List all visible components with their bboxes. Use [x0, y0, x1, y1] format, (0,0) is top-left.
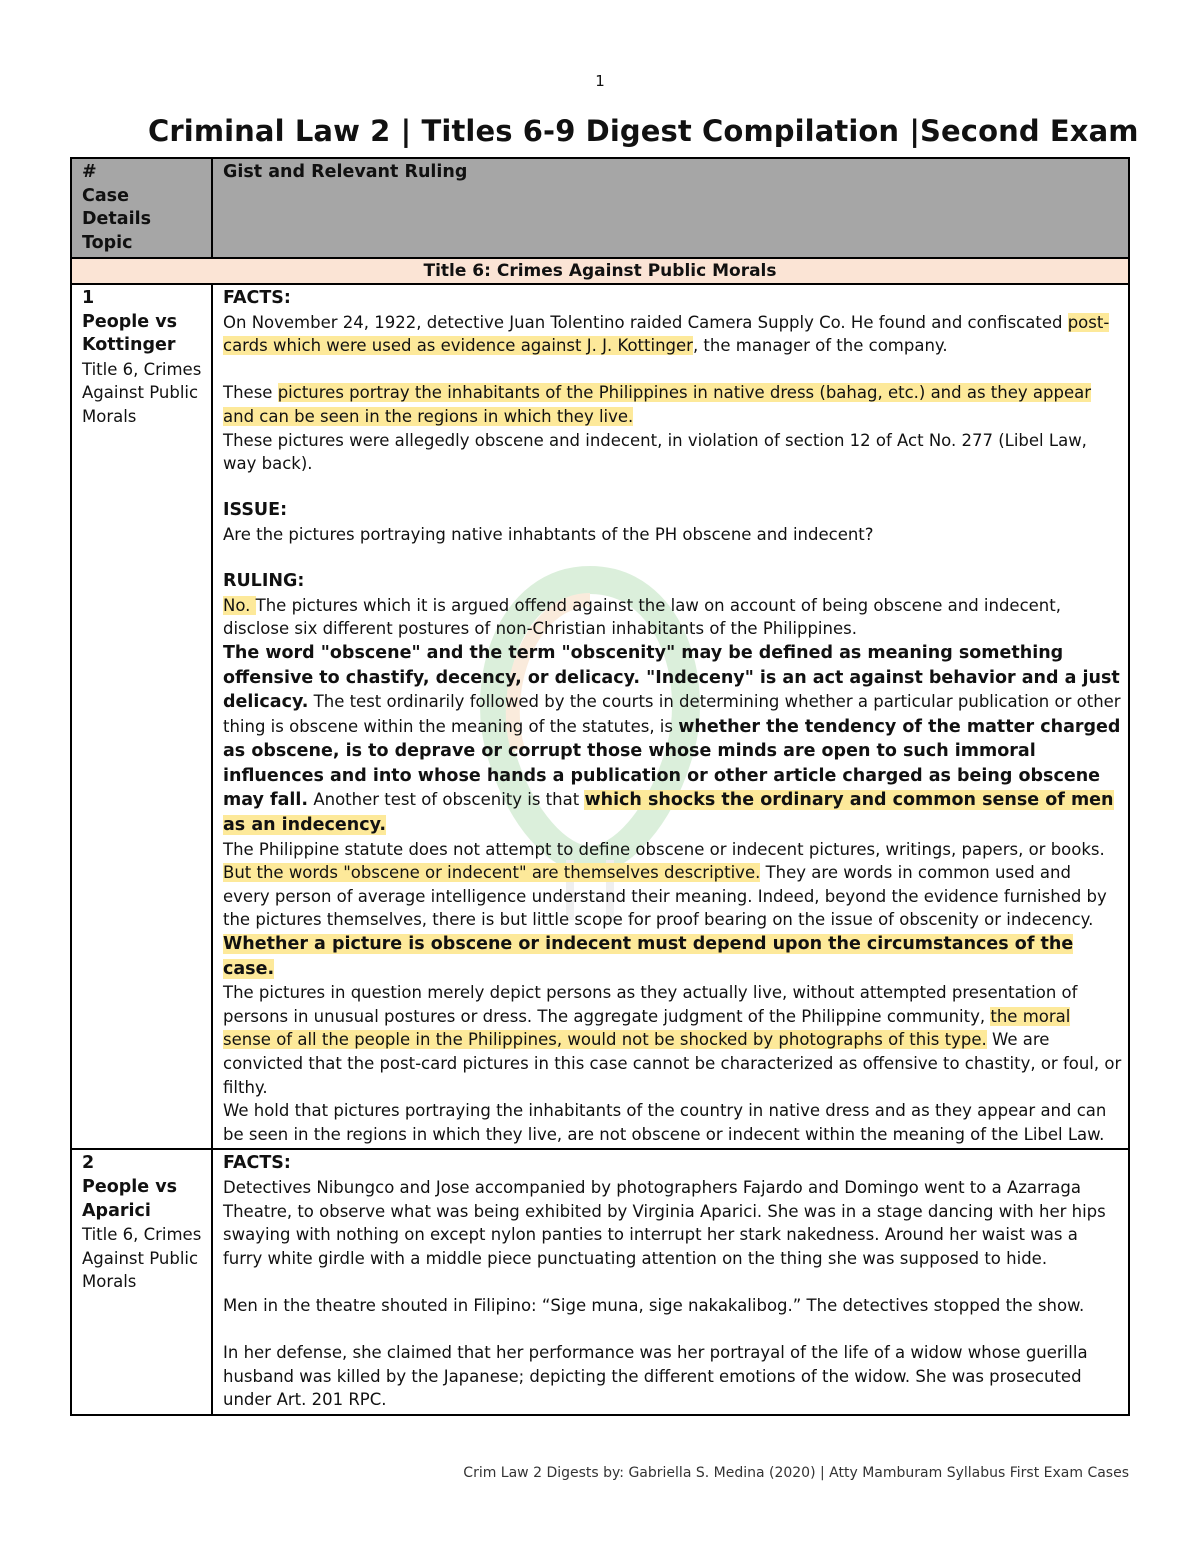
highlighted-text: the moral sense of all the people in the Philippines, would not be shocked by photographs of this type. [223, 1006, 1071, 1050]
case-details-cell [71, 284, 212, 1149]
case-gist-cell [212, 284, 1129, 1149]
header-gist: Gist and Relevant Ruling [212, 158, 1129, 258]
table-header-row [71, 158, 1129, 258]
ruling-label: RULING: [223, 571, 305, 592]
header-line: Case [82, 185, 129, 206]
text: The pictures in question merely depict persons as they actually live, without attempted presentation of persons in unusual postures or dress. The aggregate judgment of the Philippine community, [223, 983, 1078, 1026]
facts-label: FACTS: [223, 1153, 291, 1174]
text: The test ordinarily followed by the courts in determining whether a particular publication or other thing is obscene within the meaning of the statutes, is [223, 692, 1121, 736]
table-row [71, 284, 1129, 1149]
page-number: 1 [595, 72, 605, 90]
header-line: Topic [82, 232, 133, 253]
section-row [71, 258, 1129, 284]
ruling-paragraph [223, 981, 1122, 1099]
digest-table [70, 157, 1130, 1416]
table-row [71, 1149, 1129, 1415]
case-details-cell [71, 1149, 212, 1415]
header-line: Details [82, 209, 151, 229]
header-line: # [82, 162, 97, 182]
text: The Philippine statute does not attempt to define obscene or indecent pictures, writings, papers, or books. [223, 839, 1105, 859]
highlighted-text: No. [223, 595, 256, 615]
text: Another test of obscenity is that [308, 790, 585, 810]
case-gist-cell [212, 1149, 1129, 1415]
ruling-paragraph [223, 838, 1122, 982]
facts-paragraph: Detectives Nibungco and Jose accompanied by photographers Fajardo and Domingo went to a Azarraga Theatre, to observe what was being exhibited by Virginia Aparici. She was in a stage dancing with her hips swaying with nothing on except nylon panties to interrupt her stark nakedness. Around her waist was a furry white girdle with a middle piece punctuating attention on the thing she was supposed to hide. [223, 1177, 1106, 1268]
highlighted-text: pictures portray the inhabitants of the Philippines in native dress (bahag, etc.) and as they appear and can be seen in the regions in which they live. [223, 383, 1091, 426]
case-number: 1 [82, 288, 95, 308]
case-topic: Title 6, Crimes Against Public Morals [82, 359, 202, 426]
facts-paragraph: These pictures were allegedly obscene and indecent, in violation of section 12 of Act No. 277 (Libel Law, way back). [223, 430, 1087, 474]
text: These [223, 383, 278, 403]
document-title: Criminal Law 2 | Titles 6-9 Digest Compilation |Second Exam [148, 114, 1139, 148]
facts-label: FACTS: [223, 288, 291, 308]
text: The pictures which it is argued offend against the law on account of being obscene and indecent, disclose six different postures of non-Christian inhabitants of the Philippines. [223, 595, 1061, 639]
section-title: Title 6: Crimes Against Public Morals [71, 258, 1129, 284]
case-name: People vs Kottinger [82, 311, 178, 356]
text: , the manager of the company. [692, 336, 948, 356]
issue-text: Are the pictures portraying native inhabtants of the PH obscene and indecent? [223, 524, 874, 544]
bold-text: whether the tendency of the matter charged as obscene, is to deprave or corrupt those whose minds are open to such immoral influences and into whose hands a publication or other article charged as being obscene may fall. [223, 716, 1121, 811]
bold-text: The word "obscene" and the term "obscenity" may be defined as meaning something offensive to chastify, decency, or delicacy. "Indeceny" is an act against behavior and a just delicacy. [223, 642, 1120, 713]
facts-paragraph [223, 311, 1122, 358]
case-number: 2 [82, 1153, 95, 1174]
highlighted-text: But the words "obscene or indecent" are themselves descriptive. [223, 863, 761, 883]
case-topic: Title 6, Crimes Against Public Morals [82, 1225, 202, 1292]
facts-paragraph [223, 381, 1122, 428]
page-footer: Crim Law 2 Digests by: Gabriella S. Medina (2020) | Atty Mamburam Syllabus First Exam Cases [463, 1465, 1129, 1481]
text: On November 24, 1922, detective Juan Tolentino raided Camera Supply Co. He found and confiscated [223, 312, 1068, 332]
case-name: People vs Aparici [82, 1176, 178, 1221]
text: We are convicted that the post-card pictures in this case cannot be characterized as offensive to chastity, or foul, or filthy. [223, 1030, 1122, 1097]
ruling-paragraph [223, 594, 1122, 641]
highlighted-bold-text: which shocks the ordinary and common sense of men as an indecency. [223, 790, 1114, 836]
facts-paragraph: Men in the theatre shouted in Filipino: “Sige muna, sige nakakalibog.” The detectives stopped the show. [223, 1295, 1085, 1315]
ruling-paragraph: We hold that pictures portraying the inhabitants of the country in native dress and as they appear and can be seen in the regions in which they live, are not obscene or indecent within the meaning of the Libel Law. [223, 1101, 1107, 1144]
highlighted-text: post-cards which were used as evidence against J. J. Kottinger [223, 312, 1110, 356]
facts-paragraph: In her defense, she claimed that her performance was her portrayal of the life of a widow whose guerilla husband was killed by the Japanese; depicting the different emotions of the widow. She was prosecuted under Art. 201 RPC. [223, 1343, 1088, 1410]
issue-label: ISSUE: [223, 500, 288, 521]
text: They are words in common used and every person of average intelligence understand their meaning. Indeed, beyond the evidence furnished by the pictures themselves, there is but little scope for proof bearing on the issue of obscenity or indecency. [223, 863, 1107, 930]
header-case-details [71, 158, 212, 258]
ruling-paragraph [223, 641, 1122, 838]
highlighted-bold-text: Whether a picture is obscene or indecent must depend upon the circumstances of the case. [223, 934, 1074, 979]
